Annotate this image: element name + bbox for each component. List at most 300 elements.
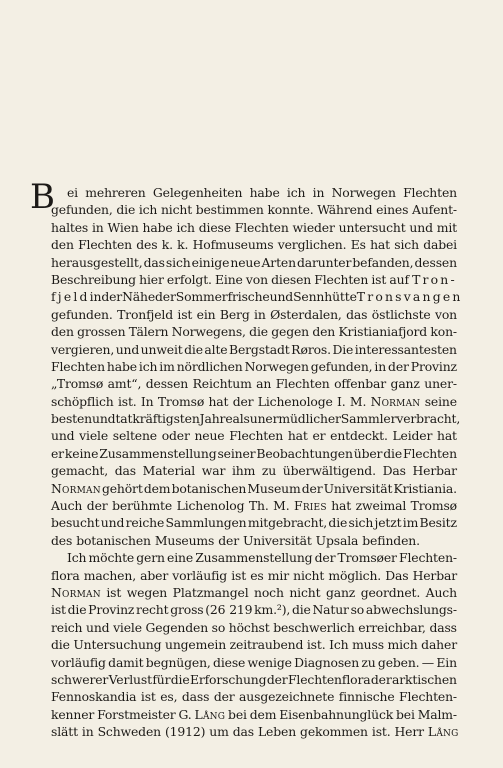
- word: Besitz: [419, 515, 457, 531]
- word: Tromsø: [157, 393, 205, 409]
- text-line: [51, 219, 457, 236]
- word: Die: [332, 341, 354, 357]
- word: Lichenologe: [257, 393, 333, 409]
- word: mich: [387, 637, 418, 653]
- word: die: [184, 341, 203, 357]
- word: sich: [394, 237, 419, 253]
- word: eine: [167, 550, 194, 566]
- word: Zusammenstellung: [195, 550, 313, 566]
- word: Arten: [261, 254, 296, 270]
- word: Auch: [425, 584, 457, 600]
- word: ist.: [306, 637, 326, 653]
- word: wenige: [247, 654, 292, 670]
- word: interessantesten: [354, 341, 457, 357]
- word: des: [136, 237, 158, 253]
- text-line: [51, 410, 461, 427]
- text-line: [51, 688, 457, 705]
- word: neue: [194, 428, 225, 444]
- word: (26 219: [205, 602, 253, 618]
- word: dem: [143, 480, 171, 496]
- word: hat: [331, 498, 352, 514]
- text-line: [51, 514, 457, 531]
- word: ist: [177, 306, 193, 322]
- word: finnische: [338, 689, 395, 705]
- word: erfolgt.: [166, 271, 212, 287]
- word: Flechten: [403, 445, 457, 461]
- word: seiner: [217, 445, 256, 461]
- word: in: [374, 358, 387, 374]
- text-line: [51, 323, 457, 340]
- word: entdeckt.: [330, 428, 388, 444]
- word: machen,: [83, 567, 136, 583]
- word: haltes: [51, 219, 89, 235]
- word: wegen: [126, 584, 168, 600]
- word: Aufent-: [412, 202, 457, 218]
- word: Verlust: [108, 671, 152, 687]
- word: zu: [361, 654, 376, 670]
- text-line: [51, 341, 457, 358]
- word: mehreren: [85, 185, 146, 200]
- word: nicht: [289, 584, 321, 600]
- word: hat: [287, 428, 308, 444]
- text-line: [51, 654, 457, 671]
- word: nördlichen: [176, 358, 243, 374]
- text-line: [51, 497, 457, 514]
- word: botanischen: [171, 480, 247, 496]
- word: Flechten: [314, 271, 369, 287]
- word: nicht: [160, 202, 193, 218]
- word: vergieren,: [51, 341, 115, 357]
- word: in: [81, 724, 94, 740]
- word: (1912): [164, 724, 206, 740]
- word: Sennhütte: [293, 289, 357, 305]
- text-line: [51, 201, 457, 218]
- word: Forstmeister: [97, 706, 176, 722]
- paragraph-1: [51, 184, 463, 549]
- text-line: [51, 619, 457, 636]
- word: Auch: [51, 498, 83, 514]
- word: reiche: [125, 515, 165, 531]
- word: dass: [429, 619, 457, 635]
- word: fjeld: [51, 289, 90, 305]
- word: oder: [161, 428, 190, 444]
- word: diesen: [271, 271, 312, 287]
- word: Herr: [394, 724, 424, 740]
- word: seltene: [112, 428, 157, 444]
- word: Provinz: [88, 602, 135, 618]
- word: Eine: [215, 271, 243, 287]
- word: der: [218, 532, 239, 548]
- word: mit: [436, 219, 457, 235]
- word: gern: [136, 550, 165, 566]
- word: Tromsøer: [337, 550, 397, 566]
- word: uner-: [424, 376, 457, 392]
- word: so: [350, 602, 365, 618]
- word: diese: [198, 219, 231, 235]
- word: berühmte: [112, 498, 173, 514]
- word: Wien: [107, 219, 139, 235]
- word: Norman: [51, 584, 101, 600]
- word: Tron-: [412, 271, 457, 287]
- word: von: [435, 306, 457, 322]
- word: das: [114, 463, 136, 479]
- word: habe: [249, 185, 280, 200]
- text-line: [51, 288, 463, 305]
- text-line: [51, 567, 457, 584]
- word: zweimal: [355, 498, 407, 514]
- word: verbracht,: [396, 411, 461, 427]
- word: begnügen,: [145, 654, 211, 670]
- word: gefunden,: [310, 358, 373, 374]
- text-line: [51, 271, 457, 288]
- word: G.: [178, 706, 192, 722]
- word: daher: [421, 637, 457, 653]
- word: Norman: [51, 480, 101, 496]
- word: besten: [51, 411, 93, 427]
- word: Flechten: [403, 185, 457, 200]
- word: Tronsvangen: [356, 289, 463, 305]
- word: erreichbar,: [358, 619, 426, 635]
- word: ich: [176, 219, 195, 235]
- word: damit: [108, 654, 144, 670]
- word: Flechten-: [399, 689, 457, 705]
- word: die: [170, 671, 190, 687]
- word: Fries: [294, 498, 327, 514]
- word: eines: [376, 202, 409, 218]
- word: der: [213, 689, 235, 705]
- word: botanischen: [76, 532, 151, 548]
- word: abwechslungs-: [365, 602, 457, 618]
- word: ist: [51, 602, 66, 618]
- word: Upsala: [315, 532, 359, 548]
- word: muss: [352, 637, 384, 653]
- word: die: [291, 602, 311, 618]
- word: Untersuchung: [73, 637, 162, 653]
- word: keine: [64, 445, 99, 461]
- word: zeitraubend: [229, 637, 304, 653]
- word: in: [254, 306, 266, 322]
- word: k.: [161, 237, 173, 253]
- word: ist: [106, 584, 122, 600]
- word: von: [245, 271, 268, 287]
- word: nicht: [293, 567, 325, 583]
- word: Material: [142, 463, 196, 479]
- word: der: [301, 480, 323, 496]
- word: hat: [208, 393, 229, 409]
- word: ich: [138, 202, 158, 218]
- text-line: [51, 723, 457, 740]
- word: Flechten-: [399, 550, 457, 566]
- word: neue: [230, 254, 261, 270]
- word: die: [249, 324, 268, 340]
- word: Herbar: [412, 463, 457, 479]
- word: ausgezeichnete: [239, 689, 335, 705]
- word: unermüdlicher: [249, 411, 341, 427]
- word: die: [328, 515, 348, 531]
- word: gefunden,: [51, 202, 113, 218]
- text-line: [51, 549, 457, 566]
- word: vorläufig: [172, 567, 228, 583]
- word: reich: [51, 619, 83, 635]
- word: Ich: [329, 637, 349, 653]
- word: Flechten: [275, 376, 330, 392]
- word: es,: [160, 689, 178, 705]
- word: höchst: [228, 619, 270, 635]
- word: dem: [249, 706, 277, 722]
- word: Das: [382, 463, 406, 479]
- word: Erforschung: [189, 671, 267, 687]
- word: der: [101, 289, 123, 305]
- text-line: [51, 375, 457, 392]
- word: Norwegen: [331, 185, 396, 200]
- word: ganz: [390, 376, 420, 392]
- word: als: [232, 411, 250, 427]
- word: beschwerlich: [273, 619, 355, 635]
- word: besucht: [51, 515, 100, 531]
- word: hat: [436, 428, 457, 444]
- word: geordnet.: [360, 584, 421, 600]
- word: Sammlungen: [165, 515, 247, 531]
- word: war: [201, 463, 226, 479]
- word: Universität: [243, 532, 312, 548]
- word: Bergstadt: [229, 341, 290, 357]
- word: Nähe: [122, 289, 156, 305]
- text-line: [51, 706, 457, 723]
- word: Während: [317, 202, 373, 218]
- paragraph-2: [51, 549, 457, 740]
- word: ich: [138, 358, 158, 374]
- word: den: [51, 237, 74, 253]
- word: aber: [140, 567, 169, 583]
- word: dessen: [414, 254, 457, 270]
- word: schöpflich: [51, 393, 114, 409]
- word: er: [312, 428, 326, 444]
- word: mir: [267, 567, 289, 583]
- word: und: [115, 341, 140, 357]
- word: den: [51, 324, 74, 340]
- text-line: [51, 462, 457, 479]
- word: ihm: [231, 463, 256, 479]
- word: hat: [370, 237, 390, 253]
- word: viele: [113, 619, 142, 635]
- word: Schweden: [97, 724, 161, 740]
- word: und: [409, 219, 433, 235]
- word: Jahre: [199, 411, 233, 427]
- word: mitgebracht,: [247, 515, 328, 531]
- word: einige: [191, 254, 230, 270]
- word: Lichenolog: [176, 498, 245, 514]
- text-line: [51, 601, 457, 618]
- word: Th.: [248, 498, 269, 514]
- word: und: [92, 411, 116, 427]
- word: die: [67, 602, 87, 618]
- word: in: [312, 185, 325, 200]
- word: überwältigend.: [282, 463, 376, 479]
- word: jetzt: [374, 515, 402, 531]
- word: Beschreibung: [51, 271, 136, 287]
- word: Berg: [219, 306, 250, 322]
- word: Zusammenstellung: [99, 445, 217, 461]
- word: im: [159, 358, 175, 374]
- word: Reichtum: [192, 376, 252, 392]
- word: Universität: [323, 480, 393, 496]
- text-line: [51, 306, 457, 323]
- word: verglichen.: [277, 237, 347, 253]
- word: der: [155, 289, 176, 305]
- word: ungemein: [164, 637, 227, 653]
- word: es: [250, 567, 264, 583]
- word: Diagnosen: [294, 654, 360, 670]
- word: im: [402, 515, 419, 531]
- word: tatkräftigsten: [115, 411, 200, 427]
- word: Flechtenflora: [287, 671, 371, 687]
- word: Malm-: [417, 706, 457, 722]
- word: schwerer: [51, 671, 109, 687]
- word: und: [51, 428, 75, 444]
- word: Es: [350, 237, 366, 253]
- word: —: [421, 654, 435, 670]
- word: recht: [136, 602, 169, 618]
- word: sich: [165, 254, 191, 270]
- word: ist.: [371, 724, 391, 740]
- word: Platzmangel: [172, 584, 249, 600]
- word: Gegenden: [145, 619, 209, 635]
- word: Lång: [427, 724, 459, 740]
- word: M.: [273, 498, 290, 514]
- word: in: [89, 289, 102, 305]
- word: Norwegen: [244, 358, 309, 374]
- word: Hofmuseums: [192, 237, 274, 253]
- word: kon-: [430, 324, 457, 340]
- word: Lång: [194, 706, 226, 722]
- word: grossen: [77, 324, 126, 340]
- word: und: [269, 289, 294, 305]
- text-line: [51, 532, 457, 549]
- word: Museums: [154, 532, 215, 548]
- word: so: [211, 619, 226, 635]
- word: an: [256, 376, 272, 392]
- word: den: [312, 324, 336, 340]
- word: ei: [67, 185, 78, 200]
- text-line: [51, 358, 457, 375]
- word: Eisenbahnunglück: [279, 706, 394, 722]
- word: Norman: [370, 393, 421, 409]
- word: Sommerfrische: [175, 289, 270, 305]
- word: befinden.: [362, 532, 420, 548]
- word: die: [383, 445, 403, 461]
- word: östlichste: [371, 306, 431, 322]
- word: ganz: [325, 584, 356, 600]
- word: und: [86, 619, 110, 635]
- text-line: [51, 636, 457, 653]
- word: in: [91, 219, 104, 235]
- word: das: [346, 306, 368, 322]
- word: bei: [228, 706, 247, 722]
- word: der: [232, 393, 254, 409]
- word: flora: [51, 567, 80, 583]
- word: befanden,: [352, 254, 414, 270]
- word: das: [232, 724, 254, 740]
- word: hier: [139, 271, 164, 287]
- word: In: [140, 393, 154, 409]
- word: ich: [286, 185, 306, 200]
- text-line: [51, 584, 457, 601]
- word: und: [100, 515, 125, 531]
- word: ist: [371, 271, 387, 287]
- word: „Tromsø: [51, 376, 104, 392]
- word: der: [266, 671, 288, 687]
- word: der: [370, 671, 392, 687]
- word: Ich: [67, 550, 87, 566]
- word: alte: [204, 341, 228, 357]
- word: M.: [349, 393, 367, 409]
- word: geben.: [377, 654, 420, 670]
- text-line: [51, 184, 457, 201]
- word: gegen: [271, 324, 310, 340]
- word: Natur: [312, 602, 349, 618]
- text-line: [51, 445, 457, 462]
- text-line: [51, 254, 457, 271]
- word: Flechten: [234, 219, 289, 235]
- text-line: [51, 480, 457, 497]
- word: vorläufig: [51, 654, 106, 670]
- word: Tälern: [128, 324, 169, 340]
- word: der: [388, 358, 409, 374]
- word: Tromsø: [410, 498, 457, 514]
- word: ist: [231, 567, 247, 583]
- word: Beobachtungen: [256, 445, 353, 461]
- body-text: [51, 184, 463, 741]
- word: ist: [140, 689, 156, 705]
- word: Leider: [392, 428, 433, 444]
- word: der: [314, 550, 336, 566]
- word: Norwegens,: [171, 324, 246, 340]
- word: Flechten: [51, 358, 105, 374]
- word: Østerdalen,: [270, 306, 342, 322]
- word: ist.: [117, 393, 137, 409]
- word: viele: [79, 428, 109, 444]
- word: Tronfjeld: [117, 306, 173, 322]
- word: der: [86, 498, 108, 514]
- word: bei: [396, 706, 415, 722]
- word: dabei: [423, 237, 457, 253]
- word: Sammler: [340, 411, 397, 427]
- word: offenbar: [334, 376, 387, 392]
- word: kenner: [51, 706, 95, 722]
- word: wieder: [292, 219, 335, 235]
- word: auf: [389, 271, 409, 287]
- word: über: [353, 445, 383, 461]
- word: Kristiania.: [393, 480, 457, 496]
- word: Fennoskandia: [51, 689, 137, 705]
- word: gefunden.: [51, 306, 113, 322]
- text-line: [51, 427, 457, 444]
- word: Museum: [247, 480, 301, 496]
- word: Leben: [257, 724, 297, 740]
- word: die: [116, 202, 136, 218]
- word: konnte.: [267, 202, 314, 218]
- word: gross: [170, 602, 204, 618]
- word: möchte: [88, 550, 135, 566]
- word: untersucht: [338, 219, 406, 235]
- word: habe: [106, 358, 137, 374]
- text-line: [51, 236, 457, 253]
- word: gekommen: [300, 724, 368, 740]
- word: Herbar: [412, 567, 457, 583]
- word: gehört: [101, 480, 143, 496]
- word: um: [209, 724, 229, 740]
- word: unweit: [140, 341, 183, 357]
